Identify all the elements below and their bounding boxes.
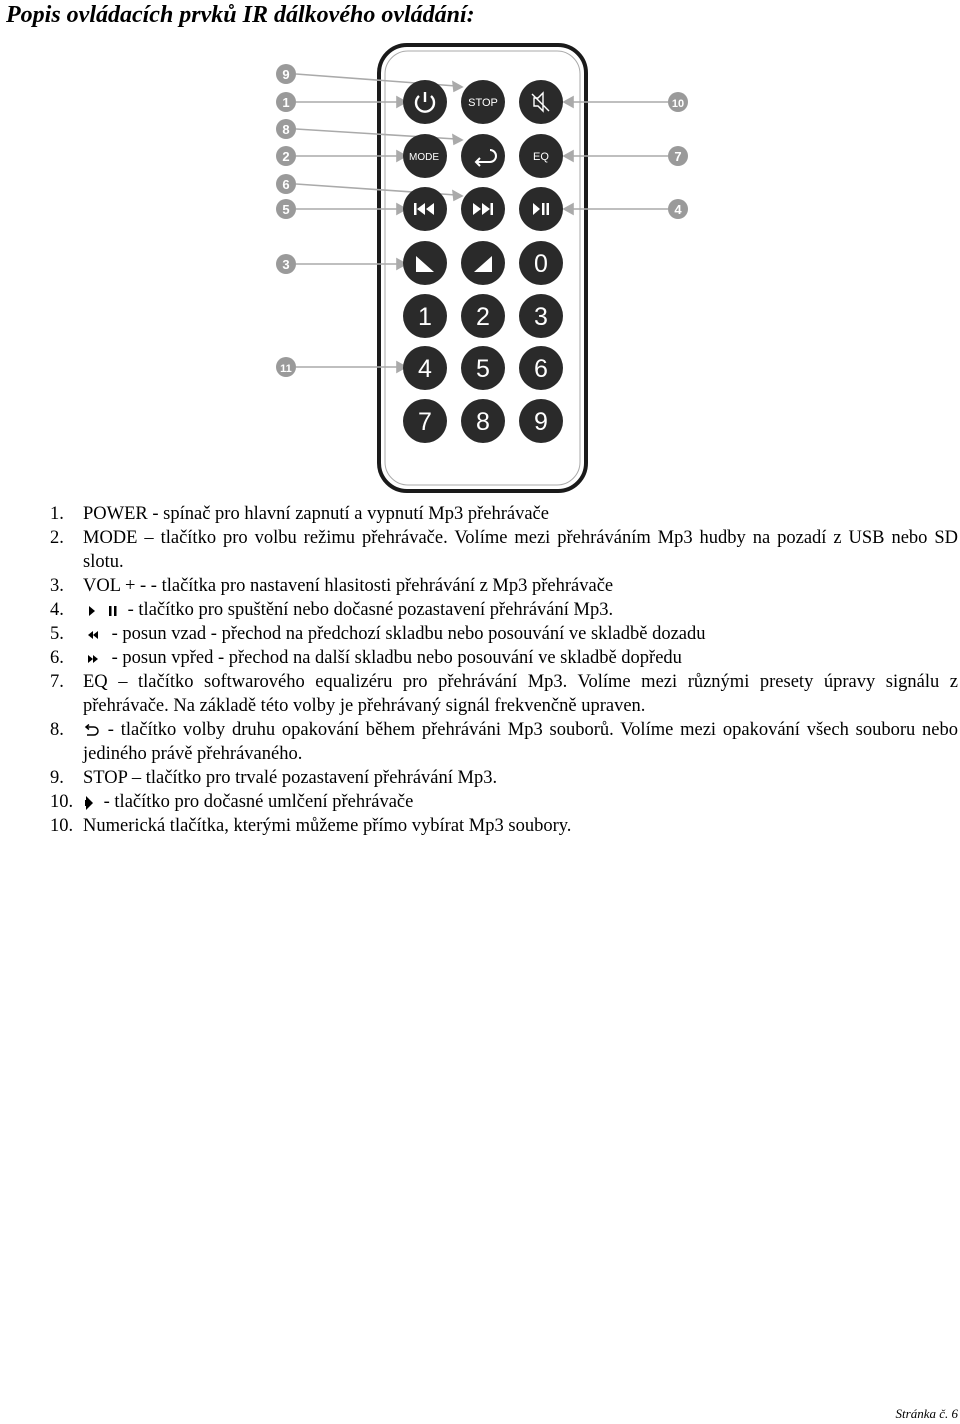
rewind-icon (83, 628, 107, 642)
item-text: STOP – tlačítko pro trvalé pozastavení přehrávání Mp3. (83, 768, 498, 788)
callout-3 (276, 254, 296, 274)
list-item (0, 766, 960, 790)
item-number: 10. (50, 816, 74, 836)
svg-text:7: 7 (418, 408, 432, 436)
svg-text:EQ: EQ (533, 151, 549, 163)
power-button[interactable] (403, 80, 447, 124)
callout-5 (276, 199, 296, 219)
number-button-0[interactable] (519, 241, 563, 285)
number-button-4[interactable] (403, 346, 447, 390)
previous-button[interactable] (403, 187, 447, 231)
list-item (0, 598, 960, 622)
item-text: - tlačítko volby druhu opakování během přehráváni Mp3 souborů. Volíme mezi opakování všech souboru nebo jediného právě přehrávaného. (83, 720, 958, 764)
list-item (0, 574, 960, 598)
svg-text:0: 0 (534, 250, 548, 278)
callout-10 (668, 92, 688, 112)
svg-text:5: 5 (282, 202, 290, 217)
item-number: 10. (50, 792, 74, 812)
page-title: Popis ovládacích prvků IR dálkového ovládání: (6, 2, 475, 28)
next-button[interactable] (461, 187, 505, 231)
svg-text:3: 3 (534, 303, 548, 331)
svg-text:11: 11 (280, 363, 292, 375)
list-item (0, 670, 960, 718)
item-number: 2. (50, 528, 64, 548)
list-item (0, 718, 960, 766)
svg-text:8: 8 (282, 122, 290, 137)
item-number: 6. (50, 648, 64, 668)
mute-speaker-icon (83, 795, 99, 811)
number-button-5[interactable] (461, 346, 505, 390)
svg-text:2: 2 (282, 149, 290, 164)
item-text: Numerická tlačítka, kterými můžeme přímo vybírat Mp3 soubory. (83, 816, 572, 836)
callout-2 (276, 146, 296, 166)
repeat-icon (83, 724, 101, 738)
svg-text:STOP: STOP (468, 97, 498, 109)
number-button-3[interactable] (519, 294, 563, 338)
item-number: 5. (50, 624, 64, 644)
item-text: EQ – tlačítko softwarového equalizéru pro přehrávání Mp3. Volíme mezi různými presety úpravy signálu z přehrávače. Na základě této volby je přehrávaný signál frekvenčně upraven. (83, 672, 958, 716)
list-item (0, 790, 960, 814)
item-number: 1. (50, 504, 64, 524)
svg-text:1: 1 (282, 95, 290, 110)
svg-text:8: 8 (476, 408, 490, 436)
number-button-1[interactable] (403, 294, 447, 338)
svg-text:2: 2 (476, 303, 490, 331)
list-item (0, 814, 960, 838)
item-text: MODE – tlačítko pro volbu režimu přehrávače. Volíme mezi přehráváním Mp3 hudby na pozadí z USB nebo SD slotu. (83, 528, 958, 572)
list-item (0, 646, 960, 670)
svg-text:MODE: MODE (409, 152, 439, 163)
list-item (0, 502, 960, 526)
play-pause-button[interactable] (519, 187, 563, 231)
callout-11 (276, 357, 296, 377)
eq-button[interactable] (519, 134, 563, 178)
number-button-8[interactable] (461, 399, 505, 443)
item-number: 7. (50, 672, 64, 692)
item-text: - posun vzad - přechod na předchozí skladbu nebo posouvání ve skladbě dozadu (107, 624, 706, 644)
svg-text:3: 3 (282, 257, 290, 272)
mode-button[interactable] (403, 134, 447, 178)
svg-text:6: 6 (282, 177, 290, 192)
item-number: 8. (50, 720, 64, 740)
callout-1 (276, 92, 296, 112)
svg-text:10: 10 (671, 98, 685, 110)
number-button-6[interactable] (519, 346, 563, 390)
volume-down-button[interactable] (403, 241, 447, 285)
svg-text:5: 5 (476, 355, 490, 383)
stop-button[interactable] (461, 80, 505, 124)
item-text: - tlačítko pro dočasné umlčení přehrávače (99, 792, 414, 812)
callout-8 (276, 119, 296, 139)
item-text: - tlačítko pro spuštění nebo dočasné pozastavení přehrávání Mp3. (123, 600, 614, 620)
volume-up-button[interactable] (461, 241, 505, 285)
list-item (0, 622, 960, 646)
svg-text:6: 6 (534, 355, 548, 383)
mute-button[interactable] (519, 80, 563, 124)
callout-7 (668, 146, 688, 166)
callout-9 (276, 64, 296, 84)
number-button-9[interactable] (519, 399, 563, 443)
item-number: 9. (50, 768, 64, 788)
svg-text:4: 4 (674, 202, 682, 217)
svg-text:1: 1 (418, 303, 432, 331)
item-text: POWER - spínač pro hlavní zapnutí a vypnutí Mp3 přehrávače (83, 504, 549, 524)
remote-control-figure (0, 0, 960, 500)
fast-forward-icon (83, 652, 107, 666)
repeat-button[interactable] (461, 134, 505, 178)
number-button-2[interactable] (461, 294, 505, 338)
svg-text:7: 7 (674, 149, 682, 164)
svg-text:4: 4 (418, 355, 432, 383)
item-number: 3. (50, 576, 64, 596)
list-item (0, 526, 960, 574)
description-list (0, 502, 960, 838)
item-text: VOL + - - tlačítka pro nastavení hlasitosti přehrávání z Mp3 přehrávače (83, 576, 614, 596)
number-button-7[interactable] (403, 399, 447, 443)
svg-text:9: 9 (282, 67, 290, 82)
page-number: Stránka č. 6 (895, 1406, 958, 1421)
item-number: 4. (50, 600, 64, 620)
item-text: - posun vpřed - přechod na další skladbu nebo posouvání ve skladbě dopředu (107, 648, 682, 668)
svg-text:9: 9 (534, 408, 548, 436)
callout-4 (668, 199, 688, 219)
play-pause-icon (83, 604, 123, 618)
callout-6 (276, 174, 296, 194)
